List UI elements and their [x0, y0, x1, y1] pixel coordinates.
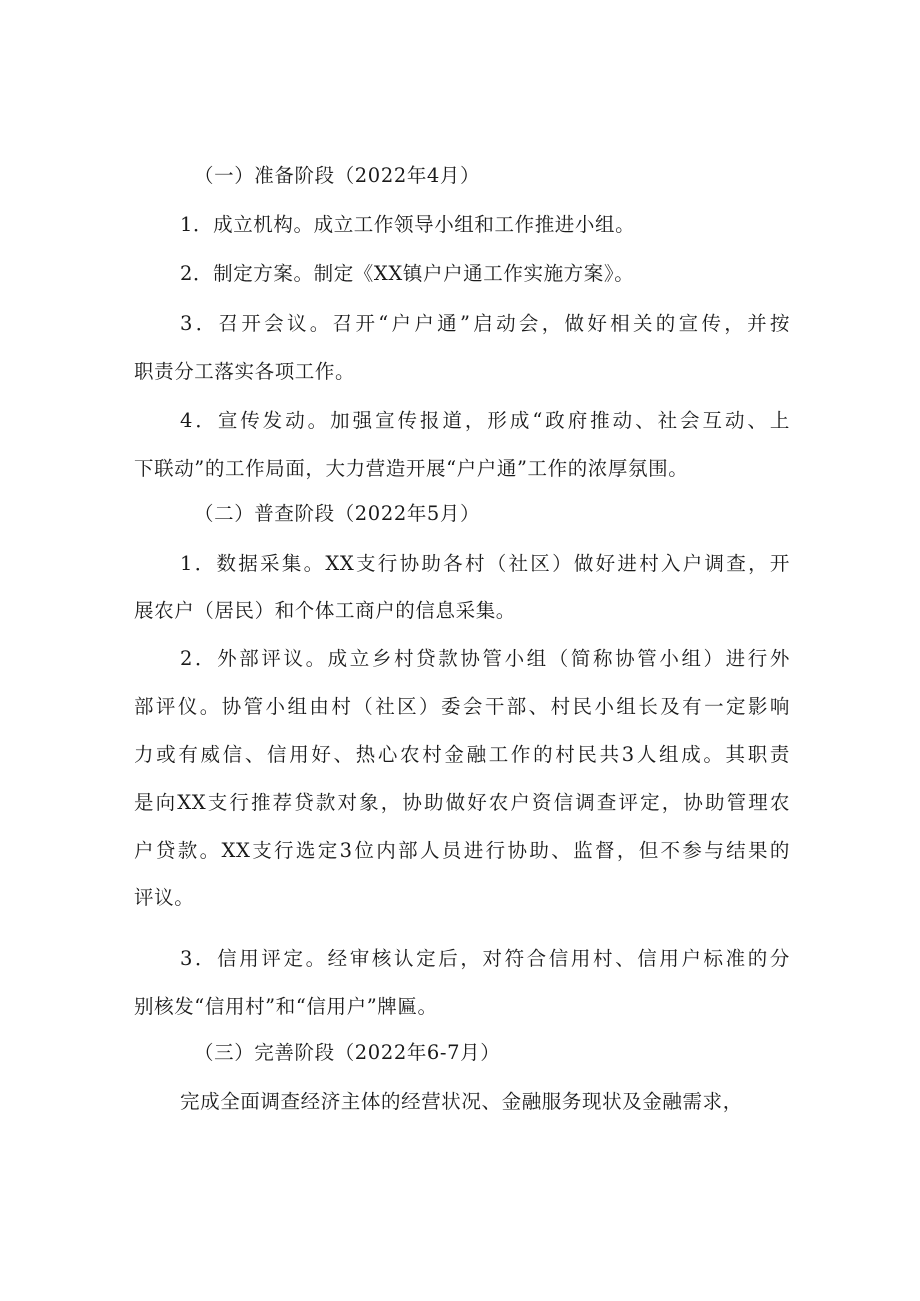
- section-heading-2: （二）普查阶段（2022年5月）: [194, 502, 481, 525]
- paragraph-line: 评议。: [134, 886, 195, 909]
- paragraph-line: 2．制定方案。制定《XX镇户户通工作实施方案》。: [180, 262, 635, 285]
- paragraph-line: 3．信用评定。经审核认定后，对符合信用村、信用户标准的分: [180, 947, 790, 970]
- paragraph-line: 是向XX支行推荐贷款对象，协助做好农户资信调查评定，协助管理农: [134, 791, 790, 814]
- paragraph-line: 职责分工落实各项工作。: [134, 360, 356, 383]
- section-heading-3: （三）完善阶段（2022年6-7月）: [194, 1041, 501, 1064]
- paragraph-line: 力或有威信、信用好、热心农村金融工作的村民共3人组成。其职责: [134, 743, 790, 766]
- paragraph-line: 展农户（居民）和个体工商户的信息采集。: [134, 599, 516, 622]
- paragraph-line: 2．外部评议。成立乡村贷款协管小组（简称协管小组）进行外: [180, 647, 790, 670]
- paragraph-line: 1．成立机构。成立工作领导小组和工作推进小组。: [180, 213, 636, 236]
- paragraph-line: 部评仪。协管小组由村（社区）委会干部、村民小组长及有一定影响: [134, 695, 790, 718]
- section-heading-1: （一）准备阶段（2022年4月）: [194, 164, 481, 187]
- paragraph-line: 户贷款。XX支行选定3位内部人员进行协助、监督，但不参与结果的: [134, 839, 790, 862]
- paragraph-line: 下联动”的工作局面，大力营造开展“户户通”工作的浓厚氛围。: [134, 457, 689, 480]
- paragraph-line: 完成全面调查经济主体的经营状况、金融服务现状及金融需求，: [180, 1090, 743, 1113]
- paragraph-line: 3．召开会议。召开“户户通”启动会，做好相关的宣传，并按: [180, 312, 790, 335]
- paragraph-line: 1．数据采集。XX支行协助各村（社区）做好进村入户调查，开: [180, 552, 790, 575]
- paragraph-line: 别核发“信用村”和“信用户”牌匾。: [134, 995, 438, 1018]
- paragraph-line: 4．宣传发动。加强宣传报道，形成“政府推动、社会互动、上: [180, 409, 790, 432]
